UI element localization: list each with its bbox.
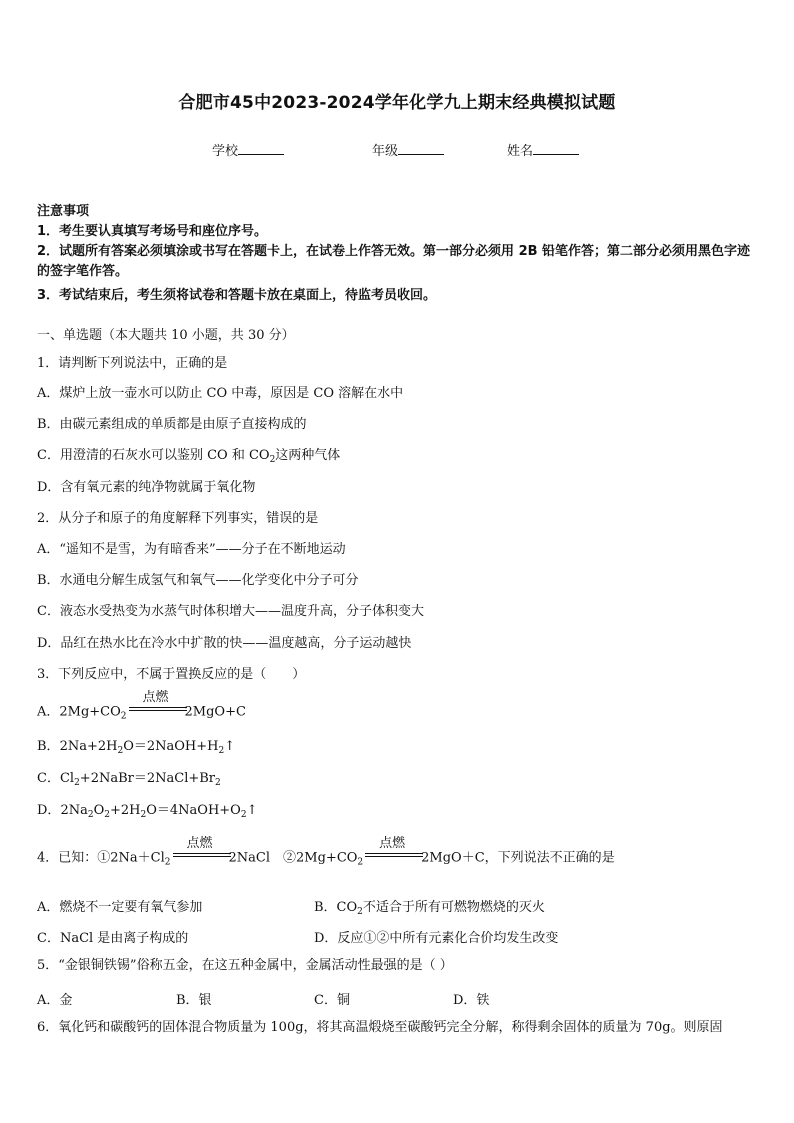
q1-c-text: 这两种气体 — [275, 448, 341, 463]
notice-item: 3．考试结束后，考生须将试卷和答题卡放在桌面上，待监考员收回。 — [37, 288, 437, 303]
school-blank — [238, 142, 284, 155]
q3-c-label: C． — [37, 771, 60, 786]
notice-item: 2．试题所有答案必须填涂或书写在答题卡上，在试卷上作答无效。第一部分必须用 2B 铅笔作答；第二部分必须用黑色字迹的签字笔作答。 — [37, 244, 751, 279]
q3-d-text: +2H — [109, 803, 141, 818]
school-label: 学校 — [212, 144, 239, 159]
q2-option-d[interactable]: D．品红在热水比在冷水中扩散的快——温度越高，分子运动越快 — [37, 636, 412, 651]
q3-b-sub: 2 — [218, 746, 225, 756]
q4-option-b[interactable] — [314, 896, 545, 917]
q4-b-text: B．CO — [314, 900, 358, 915]
q3-c-sub: 2 — [74, 778, 80, 788]
page-title: 合肥市45中2023-2024学年化学九上期末经典模拟试题 — [178, 93, 616, 113]
q5-stem: 5．“金银铜铁锡”俗称五金，在这五种金属中，金属活动性最强的是（ ） — [37, 958, 453, 973]
reaction-condition: 点燃 — [379, 836, 406, 851]
q5-option-d[interactable]: D．铁 — [453, 993, 490, 1008]
reaction-arrow — [363, 836, 421, 864]
notice-item: 1．考生要认真填写考场号和座位序号。 — [37, 224, 268, 239]
q3-c-sub: 2 — [215, 778, 221, 788]
q3-b-text: 2Na+2H — [59, 739, 118, 754]
q6-stem: 6．氧化钙和碳酸钙的固体混合物质量为 100g，将其高温煅烧至碳酸钙完全分解，称得剩余固体的质量为 70g。则原固 — [37, 1020, 723, 1035]
name-blank — [533, 142, 579, 155]
reaction-condition: 点燃 — [186, 836, 213, 851]
q4-sub: 2 — [357, 857, 364, 868]
q3-a-label: A． — [37, 704, 60, 720]
q3-b-label: B． — [37, 739, 60, 754]
q1-stem: 1．请判断下列说法中，正确的是 — [37, 356, 228, 371]
q2-option-a[interactable]: A．“遥知不是雪，为有暗香来”——分子在不断地运动 — [37, 542, 346, 557]
gas-arrow: ↑ — [246, 803, 258, 818]
q3-d-text: O — [93, 803, 105, 818]
q3-option-d[interactable] — [37, 803, 257, 823]
q4-stem — [37, 836, 615, 871]
q3-c-text: +2NaBr＝2NaCl+Br — [79, 771, 216, 786]
q3-c-text: Cl — [59, 771, 75, 786]
reaction-arrow — [127, 690, 185, 718]
q3-option-b[interactable] — [37, 739, 235, 759]
section-heading: 一、单选题（本大题共 10 小题，共 30 分） — [37, 328, 295, 343]
q5-option-a[interactable]: A．金 — [37, 993, 73, 1008]
q3-b-text: O＝2NaOH+H — [123, 739, 219, 754]
grade-label: 年级 — [372, 144, 399, 159]
q1-c-text: C．用澄清的石灰水可以鉴别 CO 和 CO — [37, 448, 270, 463]
q2-stem: 2．从分子和原子的角度解释下列事实，错误的是 — [37, 511, 319, 526]
grade-blank — [398, 142, 444, 155]
q4-option-d[interactable]: D．反应①②中所有元素化合价均发生改变 — [314, 931, 559, 946]
q3-d-sub: 2 — [240, 810, 247, 820]
q5-option-b[interactable]: B．银 — [176, 993, 212, 1008]
q4-text: 2NaCl ②2Mg+CO — [228, 850, 358, 866]
q4-option-c[interactable]: C．NaCl 是由离子构成的 — [37, 931, 189, 946]
q3-option-a[interactable] — [37, 690, 246, 725]
q1-option-b[interactable]: B．由碳元素组成的单质都是由原子直接构成的 — [37, 417, 307, 432]
q4-option-a[interactable]: A．燃烧不一定要有氧气参加 — [37, 900, 203, 915]
q3-d-text: 2Na — [60, 803, 88, 818]
q4-b-sub: 2 — [357, 907, 363, 917]
reaction-arrow — [171, 836, 229, 864]
q1-option-a[interactable]: A．煤炉上放一壶水可以防止 CO 中毒，原因是 CO 溶解在水中 — [37, 386, 404, 401]
q3-a-sub: 2 — [120, 711, 127, 722]
grade-field[interactable] — [372, 140, 444, 159]
q2-option-b[interactable]: B．水通电分解生成氢气和氧气——化学变化中分子可分 — [37, 573, 359, 588]
q4-text: 4．已知：①2Na＋Cl — [37, 850, 165, 866]
q1-c-sub: 2 — [269, 455, 276, 465]
notice-heading: 注意事项 — [37, 204, 90, 219]
q1-option-c[interactable] — [37, 448, 340, 468]
q3-d-sub: 2 — [87, 810, 94, 820]
q3-d-sub: 2 — [140, 810, 147, 820]
q3-d-text: O＝4NaOH+O — [146, 803, 241, 818]
q1-option-d[interactable]: D．含有氧元素的纯净物就属于氧化物 — [37, 480, 256, 495]
q3-option-c[interactable] — [37, 771, 221, 791]
gas-arrow: ↑ — [224, 739, 236, 754]
q4-text: 2MgO＋C，下列说法不正确的是 — [421, 850, 615, 866]
q3-a-reactants: 2Mg+CO — [59, 704, 121, 720]
name-field[interactable] — [507, 140, 579, 159]
q3-d-label: D． — [37, 803, 61, 818]
q2-option-c[interactable]: C．液态水受热变为水蒸气时体积增大——温度升高，分子体积变大 — [37, 604, 424, 619]
q3-stem: 3．下列反应中，不属于置换反应的是（ ） — [37, 667, 306, 682]
reaction-condition: 点燃 — [142, 690, 169, 705]
q4-sub: 2 — [164, 857, 171, 868]
q5-option-c[interactable]: C．铜 — [314, 993, 350, 1008]
name-label: 姓名 — [507, 144, 534, 159]
q4-b-text: 不适合于所有可燃物燃烧的灭火 — [362, 900, 545, 915]
q3-b-sub: 2 — [117, 746, 124, 756]
q3-a-products: 2MgO+C — [184, 704, 246, 720]
school-field[interactable] — [212, 140, 284, 159]
q3-d-sub: 2 — [104, 810, 110, 820]
